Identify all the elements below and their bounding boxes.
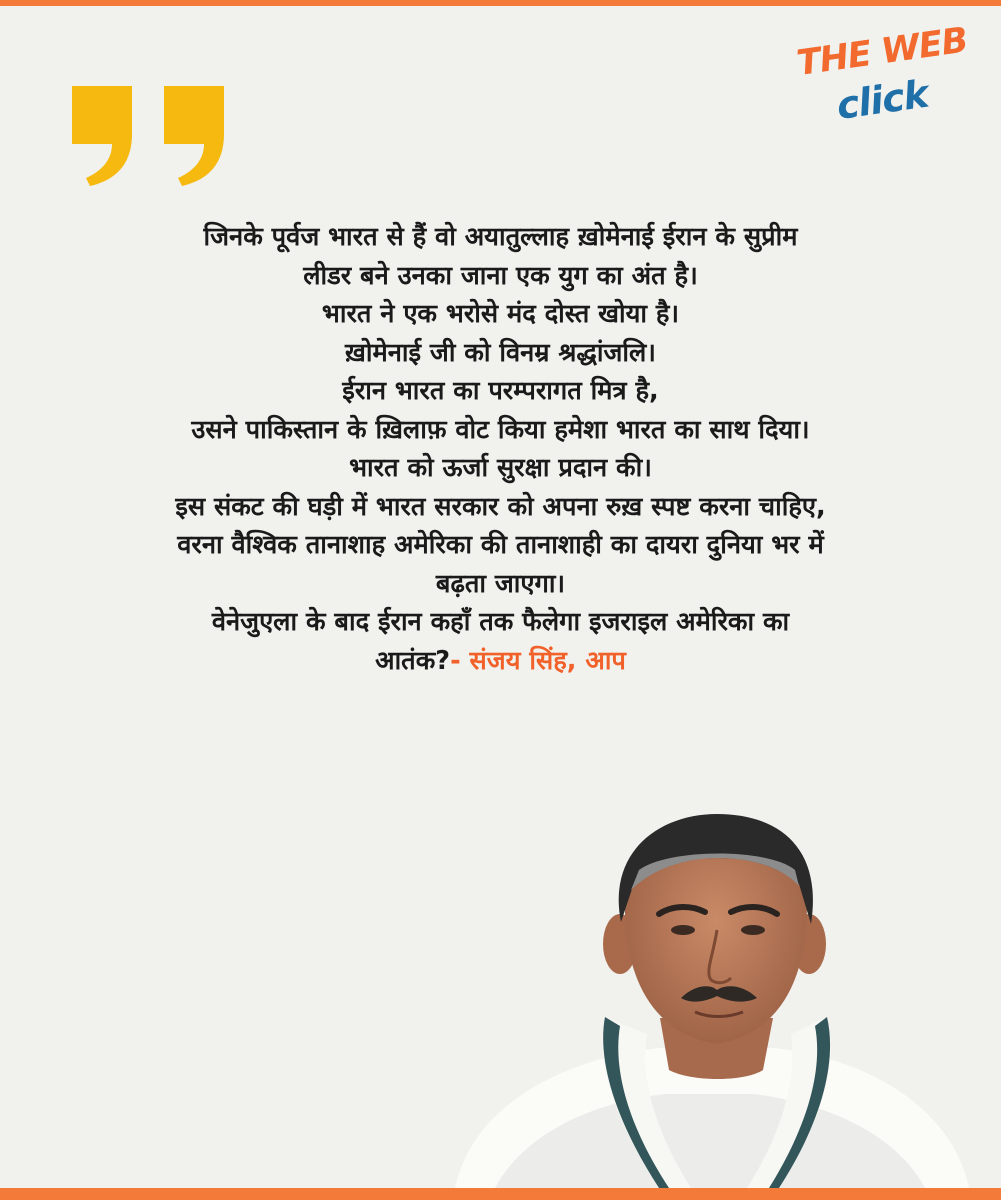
quote-line: इस संकट की घड़ी में भारत सरकार को अपना रुख़ स्पष्ट करना चाहिए, <box>175 491 826 522</box>
logo-text-the-web: THE WEB <box>794 20 970 84</box>
bottom-border <box>0 1188 1001 1200</box>
quote-attribution: - संजय सिंह, आप <box>450 645 626 676</box>
quote-line: वेनेजुएला के बाद ईरान कहाँ तक फैलेगा इजराइल अमेरिका का <box>211 607 790 637</box>
quote-line: उसने पाकिस्तान के ख़िलाफ़ वोट किया हमेशा भारत का साथ दिया। <box>191 414 810 445</box>
quote-line: ख़ोमेनाई जी को विनम्र श्रद्धांजलि। <box>345 337 656 368</box>
quote-line: वरना वैश्विक तानाशाह अमेरिका की तानाशाही का दायरा दुनिया भर में <box>177 530 824 560</box>
quote-line: बढ़ता जाएगा। <box>435 568 566 599</box>
speaker-portrait <box>455 812 969 1188</box>
logo-text-click: click <box>833 71 931 128</box>
quote-line: ईरान भारत का परम्परागत मित्र है, <box>342 376 659 406</box>
top-border <box>0 0 1001 6</box>
quote-line: जिनके पूर्वज भारत से हैं वो अयातुल्लाह ख़ोमेनाई ईरान के सुप्रीम <box>203 222 798 252</box>
quote-text <box>40 218 961 680</box>
the-web-click-logo <box>794 20 970 134</box>
quote-line: भारत ने एक भरोसे मंद दोस्त खोया है। <box>321 299 680 329</box>
quotation-mark-icon <box>64 82 229 192</box>
quote-line: लीडर बने उनका जाना एक युग का अंत है। <box>303 260 698 291</box>
quote-last-line-text: आतंक? <box>375 645 451 676</box>
quote-last-line <box>40 642 961 681</box>
quote-line: भारत को ऊर्जा सुरक्षा प्रदान की। <box>349 453 652 483</box>
